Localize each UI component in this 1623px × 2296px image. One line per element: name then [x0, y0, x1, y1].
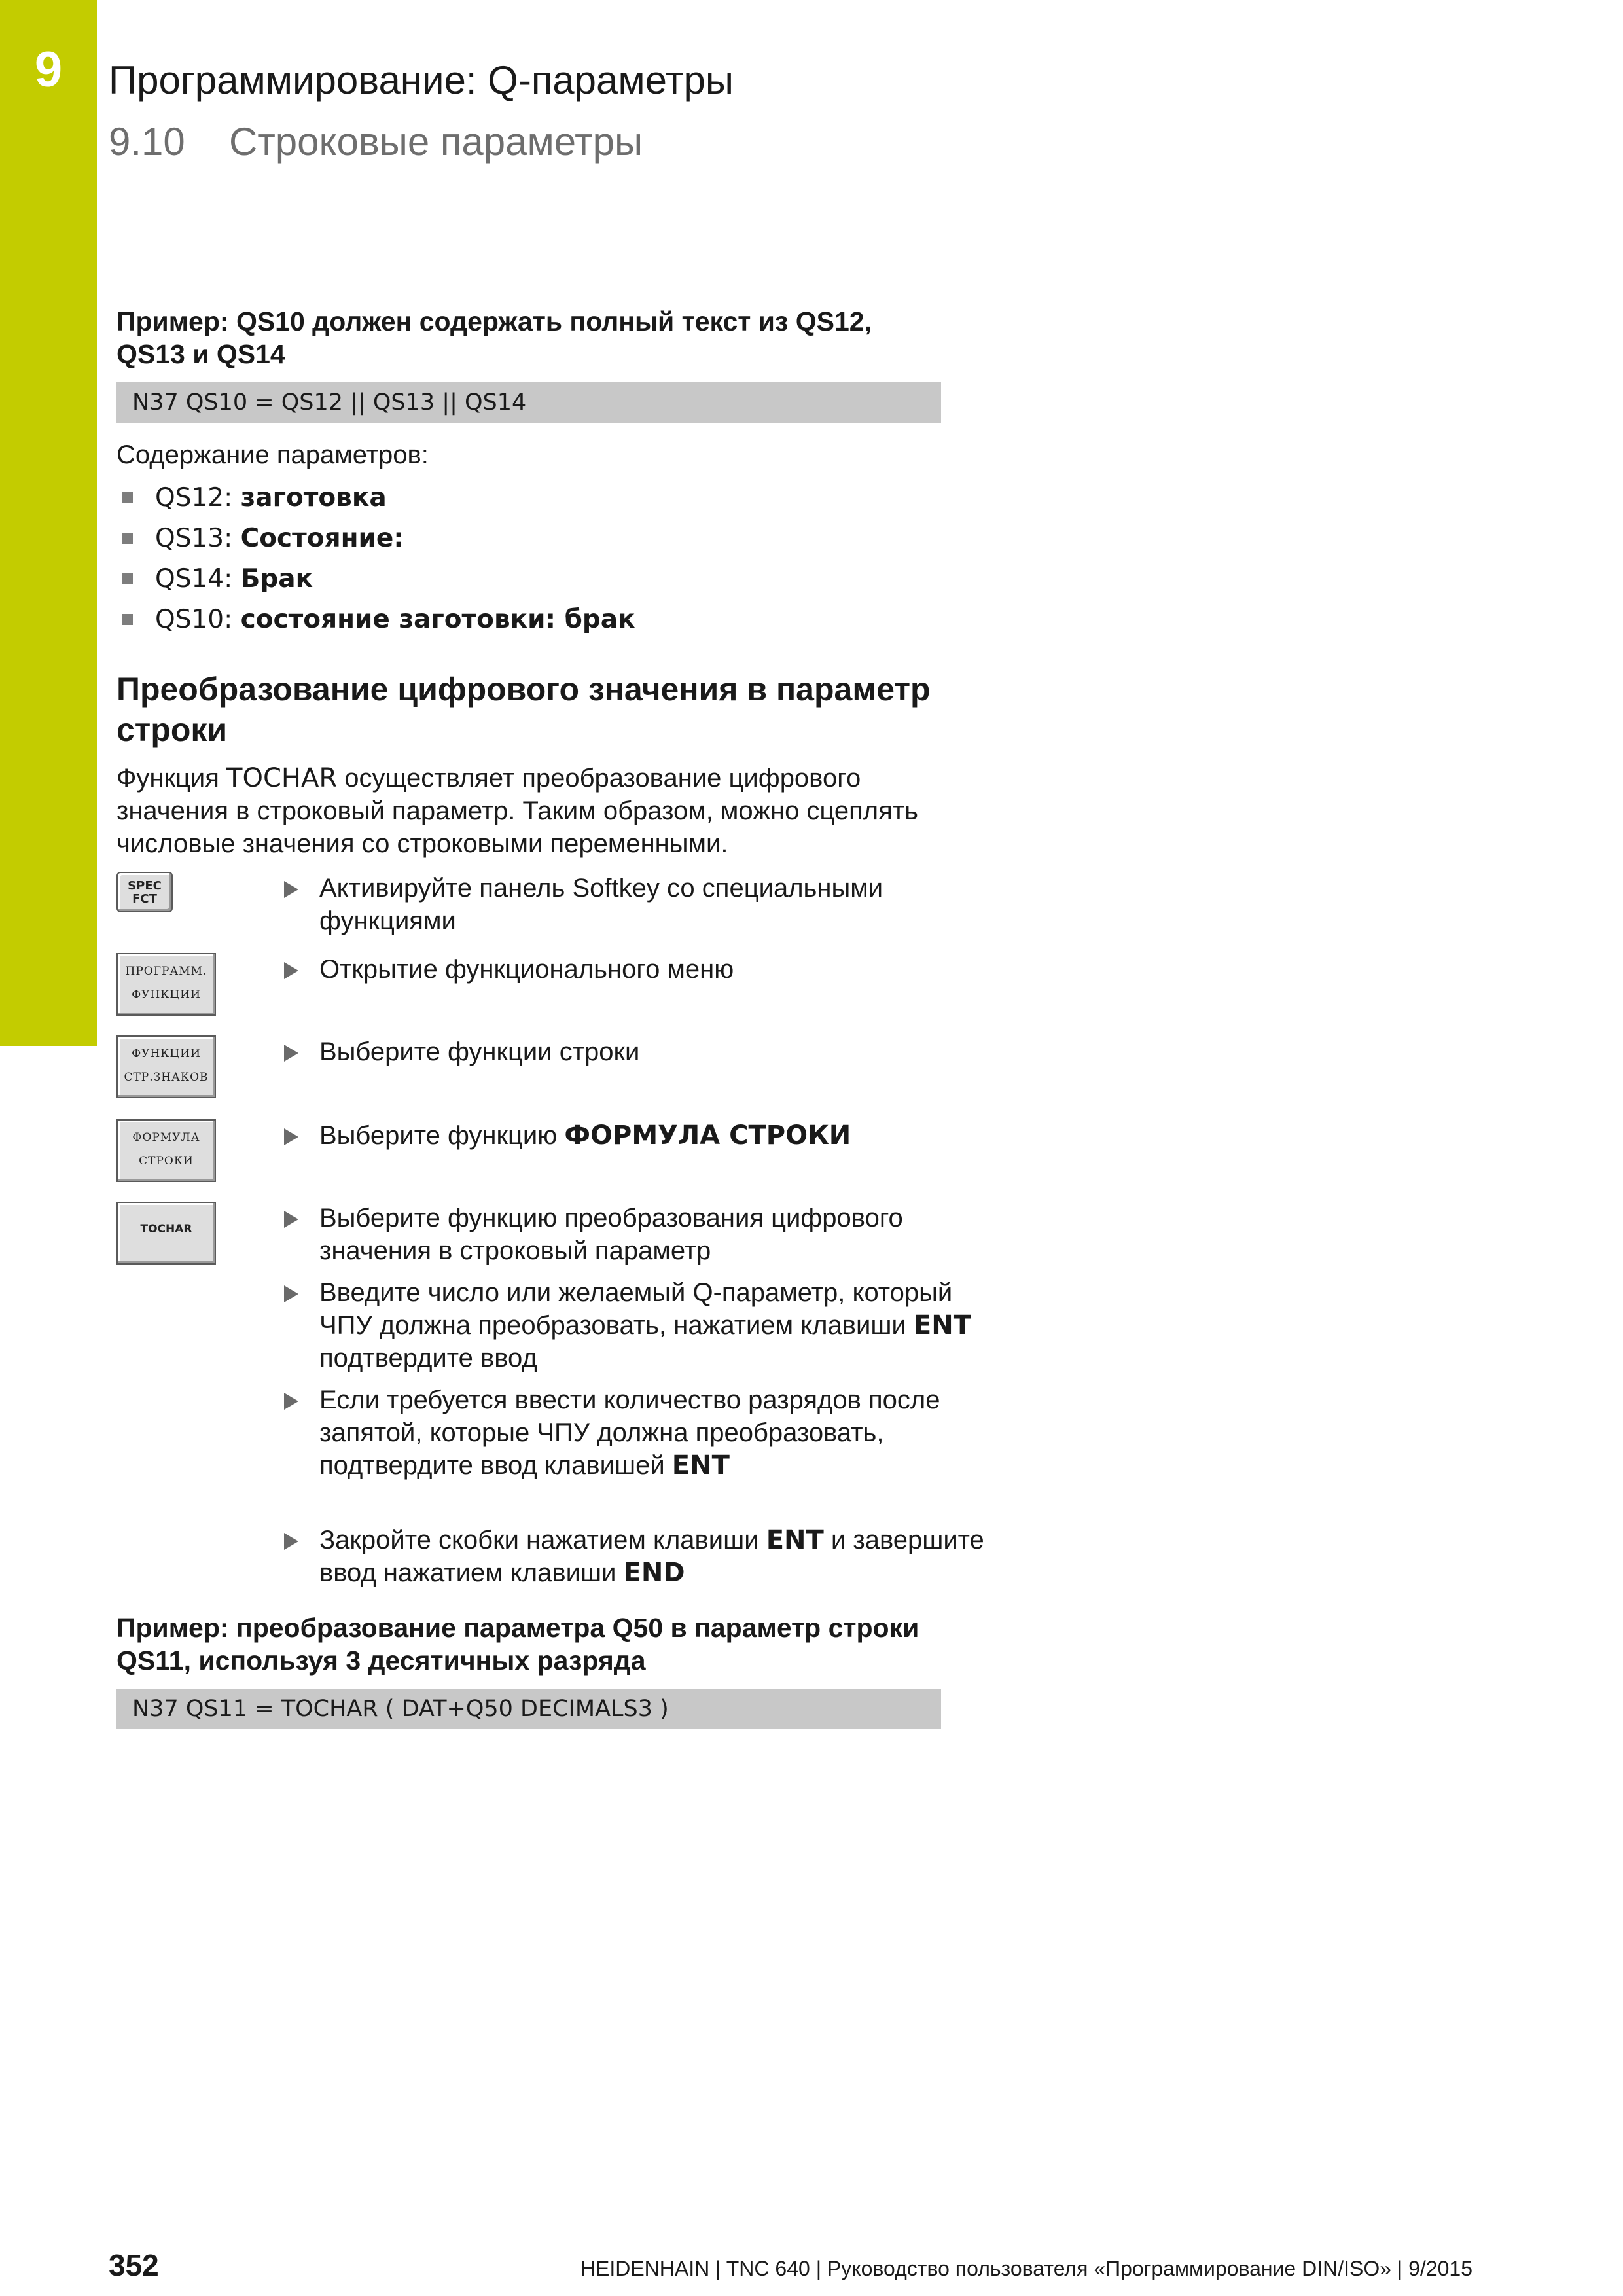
code-block-2: N37 QS11 = TOCHAR ( DAT+Q50 DECIMALS3 ): [116, 1689, 941, 1729]
step-text: Выберите функцию преобразования цифрового значения в строковый параметр: [319, 1204, 903, 1265]
section-number: 9.10: [109, 120, 185, 164]
spec-fct-key[interactable]: [116, 872, 173, 912]
bullet-square-icon: [122, 533, 133, 544]
list-item: [116, 600, 941, 640]
step-item: [279, 1035, 993, 1068]
step-text: Закройте скобки нажатием клавиши: [319, 1526, 766, 1554]
list-item: [116, 559, 941, 600]
param-separator: :: [224, 564, 241, 594]
intro-code: TOCHAR: [226, 763, 338, 793]
key-label: СТРОКИ: [139, 1155, 194, 1168]
bullet-square-icon: [122, 573, 133, 584]
steps-area: [116, 872, 984, 1592]
param-separator: :: [224, 483, 241, 512]
intro-text: Функция: [116, 764, 227, 793]
step-item: [279, 1202, 993, 1267]
step-item: [279, 1119, 993, 1152]
step-text-cont: и завершите ввод нажатием клавиши: [319, 1526, 984, 1587]
step-text: Активируйте панель Softkey со специальными функциями: [319, 874, 883, 935]
step-item: [279, 1384, 993, 1482]
program-functions-softkey[interactable]: [116, 953, 216, 1016]
string-functions-softkey[interactable]: [116, 1035, 216, 1098]
step-item: [279, 953, 993, 986]
param-name: QS14: [155, 564, 224, 594]
step-arrow-icon: [284, 1285, 298, 1302]
section-heading: Преобразование цифрового значения в параметр строки: [116, 671, 931, 748]
page-number: 352: [109, 2248, 159, 2282]
param-separator: :: [224, 524, 241, 553]
key-label: СТР.ЗНАКОВ: [124, 1071, 209, 1084]
step-arrow-icon: [284, 1393, 298, 1410]
footer-text: HEIDENHAIN | TNC 640 | Руководство пользователя «Программирование DIN/ISO» | 9/2015: [580, 2257, 1472, 2280]
param-value: Состояние:: [240, 524, 404, 553]
step-keyword: ENT: [766, 1525, 824, 1555]
step-keyword: ENT: [913, 1310, 971, 1340]
example-heading-2: Пример: преобразование параметра Q50 в параметр строки QS11, используя 3 десятичных разряда: [116, 1613, 919, 1676]
step-arrow-icon: [284, 881, 298, 898]
page-title: Программирование: Q-параметры: [109, 58, 734, 102]
main-content: [116, 305, 984, 1729]
bullet-square-icon: [122, 492, 133, 503]
step-text: Выберите функции строки: [319, 1037, 640, 1066]
param-value: Брак: [240, 564, 313, 594]
section-header: [109, 119, 643, 164]
step-keyword: END: [623, 1558, 685, 1588]
step-item: [279, 1276, 993, 1374]
intro-text-cont: осуществляет преобразование цифрового значения в строковый параметр. Таким образом, можно сцеплять числовые значения со строковыми переменными.: [116, 764, 918, 858]
key-label: SPEC: [128, 879, 162, 893]
parameter-list: [116, 478, 941, 640]
chapter-side-bar: [0, 0, 97, 1046]
bullet-square-icon: [122, 614, 133, 625]
chapter-number: 9: [34, 42, 63, 98]
key-label: ФУНКЦИИ: [132, 988, 201, 1001]
key-label: ПРОГРАММ.: [125, 965, 207, 978]
section-title: Строковые параметры: [229, 120, 643, 164]
step-arrow-icon: [284, 1211, 298, 1228]
step-arrow-icon: [284, 1533, 298, 1550]
key-label: ФОРМУЛА: [132, 1131, 200, 1144]
param-name: QS12: [155, 483, 224, 512]
key-label: FCT: [132, 892, 157, 906]
list-item: [116, 478, 941, 518]
step-arrow-icon: [284, 1128, 298, 1145]
step-keyword: ENT: [671, 1450, 730, 1480]
contents-label: Содержание параметров:: [116, 440, 429, 469]
param-name: QS10: [155, 605, 224, 634]
param-value: состояние заготовки: брак: [240, 605, 635, 634]
list-item: [116, 518, 941, 559]
key-label: TOCHAR: [140, 1223, 192, 1236]
string-formula-softkey[interactable]: [116, 1119, 216, 1182]
step-text: Введите число или желаемый Q-параметр, который ЧПУ должна преобразовать, нажатием клавиши: [319, 1278, 953, 1340]
step-arrow-icon: [284, 1045, 298, 1062]
section-intro: [116, 762, 941, 860]
code-block: N37 QS10 = QS12 || QS13 || QS14: [116, 382, 941, 423]
step-item: [279, 1524, 993, 1589]
example-heading: Пример: QS10 должен содержать полный текст из QS12, QS13 и QS14: [116, 306, 872, 369]
step-text: Открытие функционального меню: [319, 955, 734, 984]
step-keyword: ФОРМУЛА СТРОКИ: [564, 1121, 851, 1151]
step-text-cont: подтвердите ввод: [319, 1344, 537, 1372]
step-text: Если требуется ввести количество разрядов после запятой, которые ЧПУ должна преобразовать, подтвердите ввод клавишей: [319, 1386, 940, 1480]
param-value: заготовка: [240, 483, 387, 512]
key-label: ФУНКЦИИ: [132, 1047, 201, 1060]
step-text: Выберите функцию: [319, 1121, 565, 1150]
param-separator: :: [224, 605, 241, 634]
tochar-softkey[interactable]: [116, 1202, 216, 1265]
step-arrow-icon: [284, 962, 298, 979]
step-item: [279, 872, 993, 937]
param-name: QS13: [155, 524, 224, 553]
